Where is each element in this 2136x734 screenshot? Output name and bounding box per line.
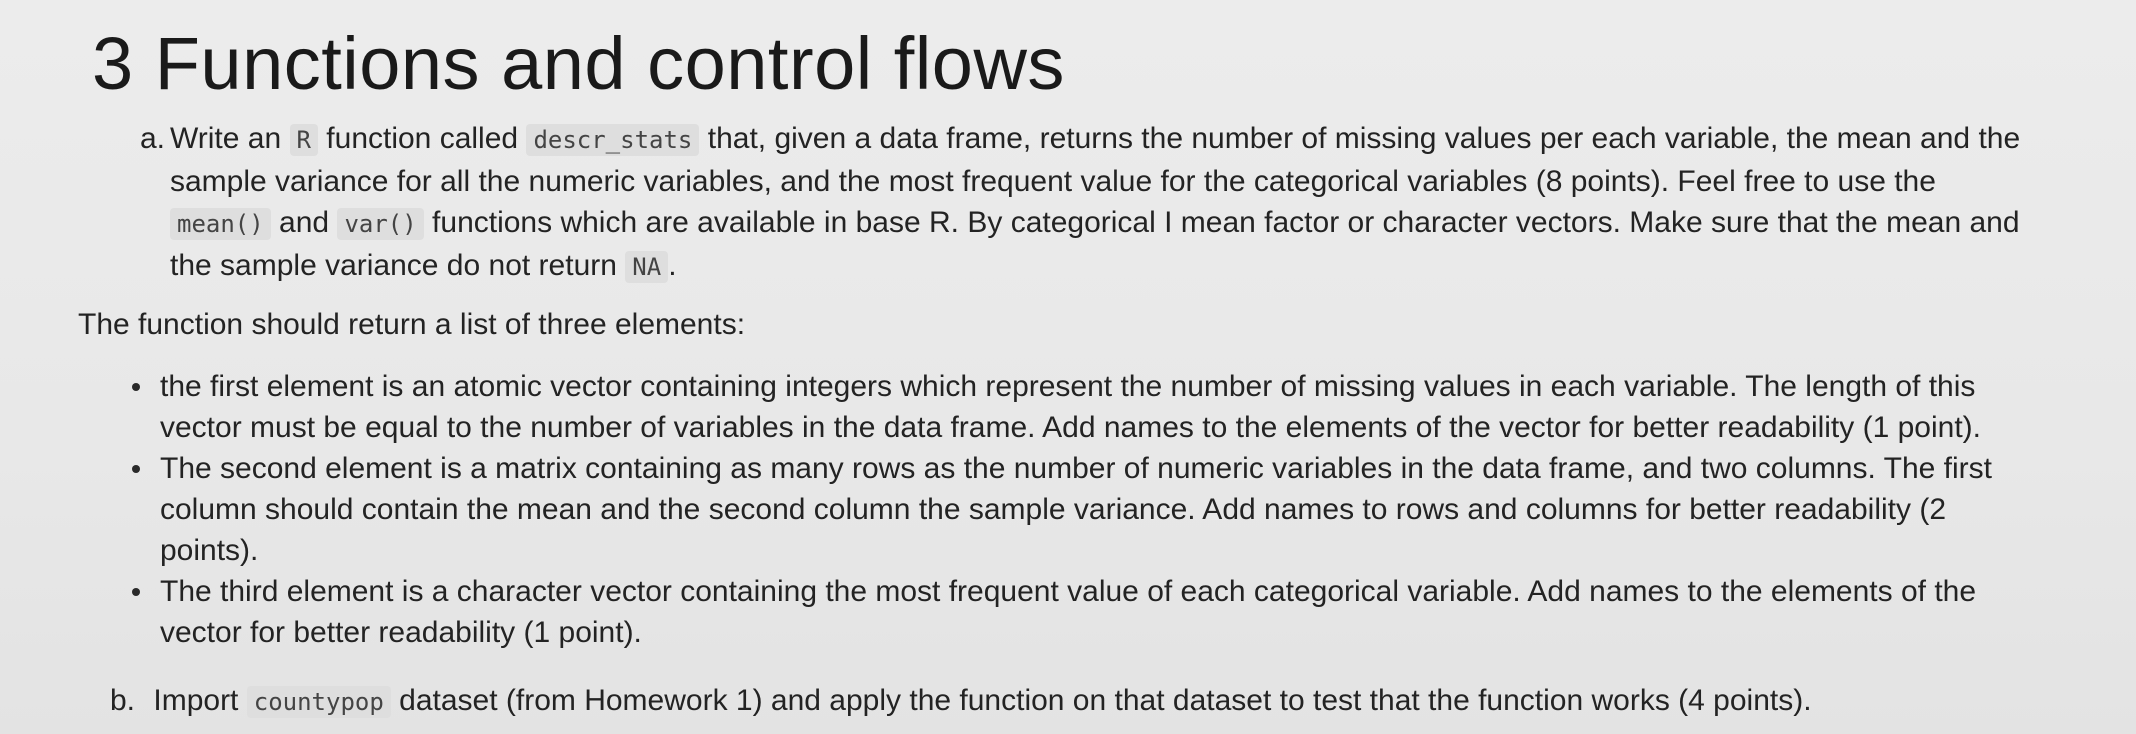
question-b-text-1: Import [153, 684, 239, 717]
code-descr-stats: descr_stats [526, 124, 699, 156]
question-b [110, 680, 2060, 723]
question-a-text-4: and [279, 206, 330, 239]
question-a-text-2: function called [326, 122, 519, 155]
list-item-text: The second element is a matrix containing as many rows as the number of numeric variables in the data frame, and two columns. The first column should contain the mean and the second column the sample variance. Add names to rows and columns for better readability (2 points). [160, 452, 1992, 567]
section-title: 3 Functions and control flows [92, 22, 1065, 105]
question-a [140, 118, 2040, 288]
bullet-icon [132, 465, 140, 473]
question-a-text-6: . [668, 249, 677, 282]
code-r: R [290, 124, 318, 156]
list-item [130, 366, 2010, 448]
bullet-icon [132, 588, 140, 596]
list-item-text: The third element is a character vector containing the most frequent value of each categorical variable. Add names to the elements of the vector for better readability (1 point). [160, 575, 1977, 649]
question-b-text-2: dataset (from Homework 1) and apply the function on that dataset to test that the function works (4 points). [399, 684, 1812, 717]
question-a-text-3: that, given a data frame, returns the number of missing values per each variable, the mean and the sample variance for all the numeric variables, and the most frequent value for the categorical variables (8 points). Feel free to use the [170, 122, 2021, 198]
bullet-icon [132, 383, 140, 391]
list-intro: The function should return a list of three elements: [78, 308, 746, 341]
question-a-label: a. [140, 122, 166, 155]
list-item [130, 448, 2010, 571]
question-a-text [170, 118, 2040, 288]
code-var: var() [337, 208, 423, 240]
question-b-label: b. [110, 684, 136, 717]
code-countypop: countypop [247, 686, 391, 718]
elements-list [130, 366, 2010, 653]
code-mean: mean() [170, 208, 271, 240]
question-a-text-5: functions which are available in base R. By categorical I mean factor or character vectors. Make sure that the mean and the sample variance do not return [170, 206, 2020, 282]
list-item [130, 571, 2010, 653]
code-na: NA [625, 251, 668, 283]
list-item-text: the first element is an atomic vector containing integers which represent the number of missing values in each variable. The length of this vector must be equal to the number of variables in the data frame. Add names to the elements of the vector for better readability (1 point). [160, 370, 1981, 444]
question-a-text-1: Write an [170, 122, 282, 155]
